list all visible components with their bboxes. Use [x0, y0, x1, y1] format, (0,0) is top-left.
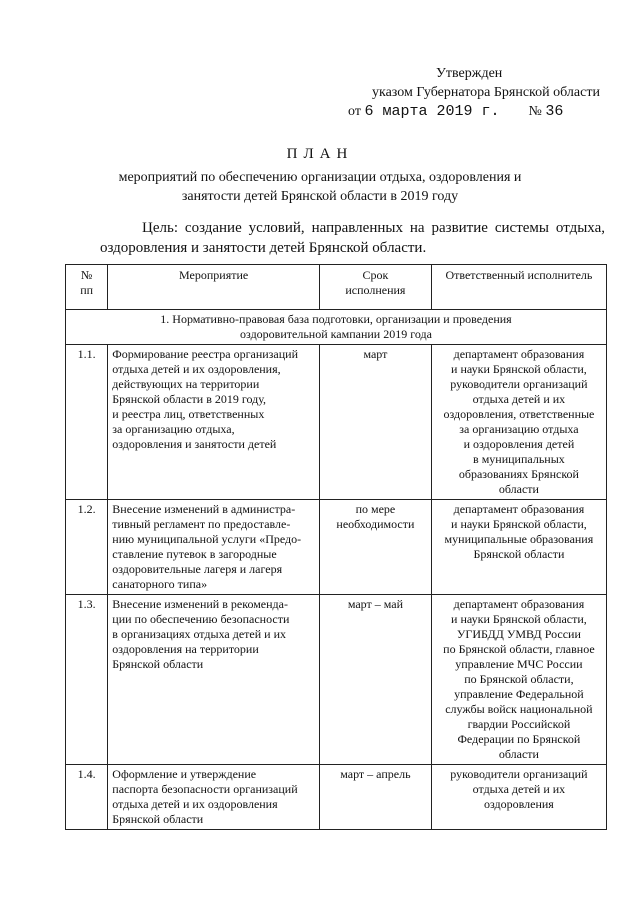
- row-activity: Оформление и утверждение паспорта безопасности организаций отдыха детей и их оздоровления Брянской области: [108, 765, 320, 830]
- table-header-row: [66, 265, 607, 310]
- row-term: март: [319, 345, 431, 500]
- row-activity: Формирование реестра организаций отдыха детей и их оздоровления, действующих на территории Брянской области в 2019 году, и реестра лиц, ответственных за организацию отдыха, оздоровления и занятости детей: [108, 345, 320, 500]
- table-row: [66, 345, 607, 500]
- approval-number-value: 36: [545, 103, 564, 120]
- approval-line-2: указом Губернатора Брянской области: [372, 85, 600, 100]
- row-term: март – май: [319, 595, 431, 765]
- header-responsible: Ответственный исполнитель: [431, 265, 606, 310]
- row-activity: Внесение изменений в администра- тивный регламент по предоставле- нию муниципальной услуги «Предо- ставление путевок в загородные оздоровительные лагеря и лагеря санаторного типа»: [108, 500, 320, 595]
- header-term: Срок исполнения: [319, 265, 431, 310]
- row-number: 1.2.: [66, 500, 108, 595]
- approval-date-line: [348, 102, 618, 121]
- table-row: [66, 595, 607, 765]
- approval-number-label: №: [528, 104, 542, 119]
- header-num: № пп: [66, 265, 108, 310]
- header-activity: Мероприятие: [108, 265, 320, 310]
- row-activity: Внесение изменений в рекоменда- ции по обеспечению безопасности в организациях отдыха детей и их оздоровления на территории Брянской области: [108, 595, 320, 765]
- approval-line-1: Утвержден: [436, 66, 503, 81]
- document-subtitle: мероприятий по обеспечению организации отдыха, оздоровления и занятости детей Брянской области в 2019 году: [118, 170, 522, 204]
- row-term: март – апрель: [319, 765, 431, 830]
- document-title: ПЛАН: [286, 146, 354, 162]
- row-number: 1.3.: [66, 595, 108, 765]
- row-responsible: департамент образования и науки Брянской области, УГИБДД УМВД России по Брянской области, главное управление МЧС России по Брянской области, управление Федеральной службы войск национальной гвардии Российской Федерации по Брянской области: [431, 595, 606, 765]
- row-number: 1.1.: [66, 345, 108, 500]
- section-row: [66, 310, 607, 345]
- section-title: 1. Нормативно-правовая база подготовки, организации и проведения оздоровительной кампании 2019 года: [66, 310, 607, 345]
- document-goal: Цель: создание условий, направленных на развитие системы отдыха, оздоровления и занятости детей Брянской области.: [100, 220, 605, 256]
- table-row: [66, 500, 607, 595]
- row-term: по мере необходимости: [319, 500, 431, 595]
- row-responsible: департамент образования и науки Брянской области, муниципальные образования Брянской области: [431, 500, 606, 595]
- approval-date-prefix: от: [348, 104, 361, 119]
- approval-block: [348, 64, 618, 121]
- table-row: [66, 765, 607, 830]
- row-responsible: руководители организаций отдыха детей и их оздоровления: [431, 765, 606, 830]
- row-number: 1.4.: [66, 765, 108, 830]
- row-responsible: департамент образования и науки Брянской области, руководители организаций отдыха детей и их оздоровления, ответственные за организацию отдыха и оздоровления детей в муниципальных образованиях Брянской области: [431, 345, 606, 500]
- approval-date-value: 6 марта 2019 г.: [364, 103, 500, 120]
- plan-table: [65, 264, 607, 830]
